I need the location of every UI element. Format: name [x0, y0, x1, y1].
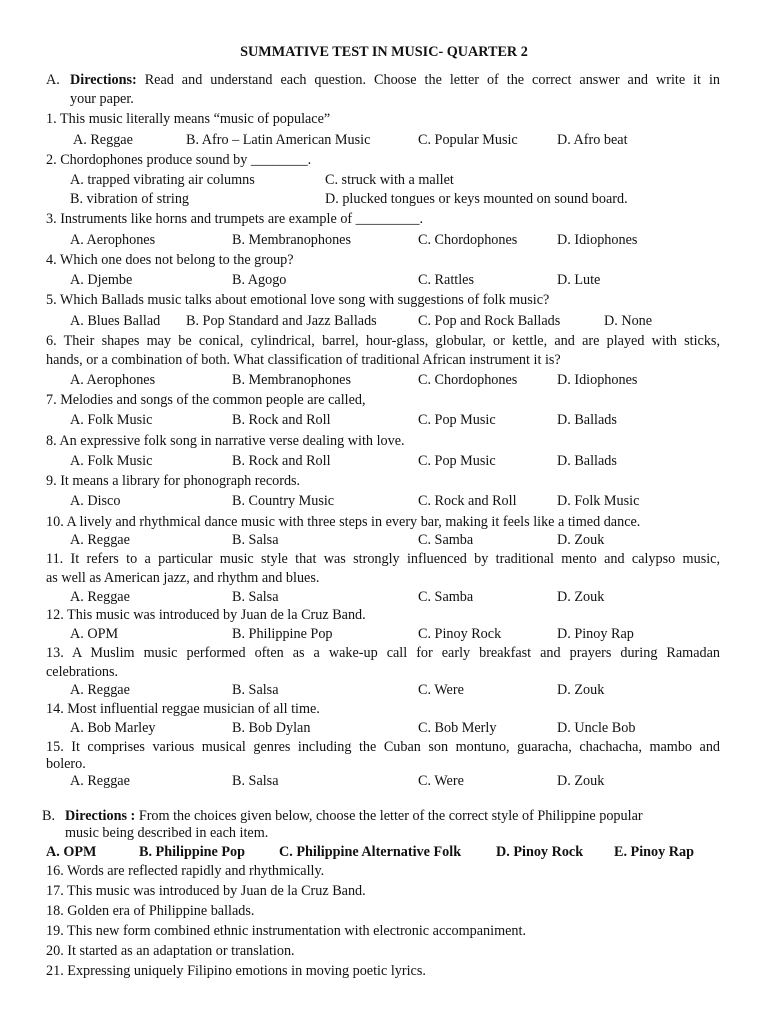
question-stem: 3. Instruments like horns and trumpets are example of _________.	[46, 211, 424, 227]
choice-a: A. OPM	[70, 626, 119, 642]
choice-b: B. Agogo	[232, 272, 287, 288]
choice-d: D. Idiophones	[557, 232, 638, 248]
question-stem: 4. Which one does not belong to the group?	[46, 252, 294, 268]
choice-c: C. Chordophones	[418, 372, 518, 388]
choice-c: C. Samba	[418, 532, 474, 548]
question-stem: 1. This music literally means “music of populace”	[46, 111, 331, 127]
choice-c: C. Pop Music	[418, 453, 496, 469]
choice-a: A. Disco	[70, 493, 121, 509]
question-stem: 12. This music was introduced by Juan de la Cruz Band.	[46, 607, 366, 623]
choice-c: C. Rock and Roll	[418, 493, 517, 509]
question-stem: 10. A lively and rhythmical dance music with three steps in every bar, making it feels like a timed dance.	[46, 514, 641, 530]
choice-d: D. Zouk	[557, 532, 605, 548]
question-stem-cont: as well as American jazz, and rhythm and blues.	[46, 570, 320, 586]
choice-c: C. Samba	[418, 589, 474, 605]
choice-d: D. Folk Music	[557, 493, 640, 509]
style-option-b: B. Philippine Pop	[139, 844, 246, 860]
choice-d: D. Pinoy Rap	[557, 626, 634, 642]
choice-c: C. Pop and Rock Ballads	[418, 313, 561, 329]
style-option-e: E. Pinoy Rap	[614, 844, 695, 860]
choice-a: A. Aerophones	[70, 232, 156, 248]
part-b-item: 17. This music was introduced by Juan de la Cruz Band.	[46, 883, 366, 899]
choice-a: A. Aerophones	[70, 372, 156, 388]
choice-d: D. Afro beat	[557, 132, 628, 148]
question-stem: 7. Melodies and songs of the common people are called,	[46, 392, 366, 408]
choice-a: A. Reggae	[70, 589, 130, 605]
style-option-d: D. Pinoy Rock	[496, 844, 584, 860]
part-b-marker: B.	[42, 808, 56, 824]
part-b-directions-cont: music being described in each item.	[65, 825, 269, 841]
part-a-directions-cont: your paper.	[70, 91, 134, 107]
choice-a: A. Folk Music	[70, 412, 153, 428]
part-b-item: 19. This new form combined ethnic instrumentation with electronic accompaniment.	[46, 923, 527, 939]
part-b-item: 21. Expressing uniquely Filipino emotions in moving poetic lyrics.	[46, 963, 426, 979]
choice-d: D. Zouk	[557, 589, 605, 605]
part-b-directions-text: From the choices given below, choose the letter of the correct style of Philippine popular	[138, 808, 643, 824]
choice-b: B. vibration of string	[70, 191, 190, 207]
part-b-directions-label: Directions :	[65, 808, 136, 824]
choice-c: C. Pinoy Rock	[418, 626, 502, 642]
page-title: SUMMATIVE TEST IN MUSIC- QUARTER 2	[240, 44, 528, 60]
part-a-directions-text: Read and understand each question. Choose the letter of the correct answer and write it in	[144, 72, 720, 88]
choice-c: C. Rattles	[418, 272, 474, 288]
question-stem: 9. It means a library for phonograph records.	[46, 473, 301, 489]
choice-d: D. Lute	[557, 272, 601, 288]
choice-d: D. Zouk	[557, 773, 605, 789]
choice-b: B. Afro – Latin American Music	[186, 132, 371, 148]
choice-d: D. Ballads	[557, 453, 617, 469]
choice-a: A. trapped vibrating air columns	[70, 172, 255, 188]
choice-d: D. Zouk	[557, 682, 605, 698]
question-stem: 5. Which Ballads music talks about emotional love song with suggestions of folk music?	[46, 292, 550, 308]
choice-d: D. Idiophones	[557, 372, 638, 388]
choice-d: D. None	[604, 313, 653, 329]
choice-d: D. plucked tongues or keys mounted on sound board.	[325, 191, 628, 207]
part-b-item: 18. Golden era of Philippine ballads.	[46, 903, 255, 919]
choice-b: B. Membranophones	[232, 232, 352, 248]
part-b-item: 20. It started as an adaptation or translation.	[46, 943, 295, 959]
choice-c: C. Were	[418, 682, 464, 698]
choice-c: C. Pop Music	[418, 412, 496, 428]
question-stem: 11. It refers to a particular music style that was strongly influenced by traditional mento and calypso music,	[46, 551, 720, 567]
choice-b: B. Salsa	[232, 532, 279, 548]
choice-c: C. Popular Music	[418, 132, 518, 148]
question-stem-cont: hands, or a combination of both. What classification of traditional African instrument it is?	[46, 352, 561, 368]
choice-d: D. Uncle Bob	[557, 720, 636, 736]
part-a-marker: A.	[46, 72, 60, 88]
question-stem: 2. Chordophones produce sound by ________.	[46, 152, 312, 168]
choice-a: A. Reggae	[73, 132, 133, 148]
choice-a: A. Djembe	[70, 272, 133, 288]
choice-a: A. Blues Ballad	[70, 313, 161, 329]
choice-b: B. Salsa	[232, 589, 279, 605]
question-stem: 6. Their shapes may be conical, cylindrical, barrel, hour-glass, globular, or kettle, and are played with sticks,	[46, 333, 720, 349]
style-option-a: A. OPM	[46, 844, 97, 860]
question-stem-cont: bolero.	[46, 756, 86, 772]
choice-b: B. Bob Dylan	[232, 720, 311, 736]
question-stem-cont: celebrations.	[46, 664, 119, 680]
part-a-directions	[70, 71, 720, 89]
choice-b: B. Pop Standard and Jazz Ballads	[186, 313, 377, 329]
question-stem: 14. Most influential reggae musician of all time.	[46, 701, 320, 717]
choice-b: B. Salsa	[232, 773, 279, 789]
choice-a: A. Reggae	[70, 773, 130, 789]
choice-b: B. Country Music	[232, 493, 335, 509]
part-b-item: 16. Words are reflected rapidly and rhythmically.	[46, 863, 325, 879]
choice-b: B. Salsa	[232, 682, 279, 698]
question-stem: 13. A Muslim music performed often as a wake-up call for early breakfast and prayers during Ramadan	[46, 645, 720, 661]
choice-a: A. Folk Music	[70, 453, 153, 469]
choice-b: B. Philippine Pop	[232, 626, 333, 642]
choice-a: A. Reggae	[70, 682, 130, 698]
part-b-directions	[65, 807, 643, 825]
choice-c: C. Chordophones	[418, 232, 518, 248]
part-a-directions-label: Directions:	[70, 72, 137, 88]
question-stem: 15. It comprises various musical genres including the Cuban son montuno, guaracha, chachacha, mambo and	[46, 739, 720, 755]
choice-c: C. struck with a mallet	[325, 172, 454, 188]
choice-a: A. Bob Marley	[70, 720, 156, 736]
choice-b: B. Membranophones	[232, 372, 352, 388]
choice-b: B. Rock and Roll	[232, 412, 331, 428]
choice-a: A. Reggae	[70, 532, 130, 548]
choice-c: C. Were	[418, 773, 464, 789]
question-stem: 8. An expressive folk song in narrative verse dealing with love.	[46, 433, 405, 449]
choice-b: B. Rock and Roll	[232, 453, 331, 469]
style-option-c: C. Philippine Alternative Folk	[279, 844, 462, 860]
choice-c: C. Bob Merly	[418, 720, 497, 736]
choice-d: D. Ballads	[557, 412, 617, 428]
